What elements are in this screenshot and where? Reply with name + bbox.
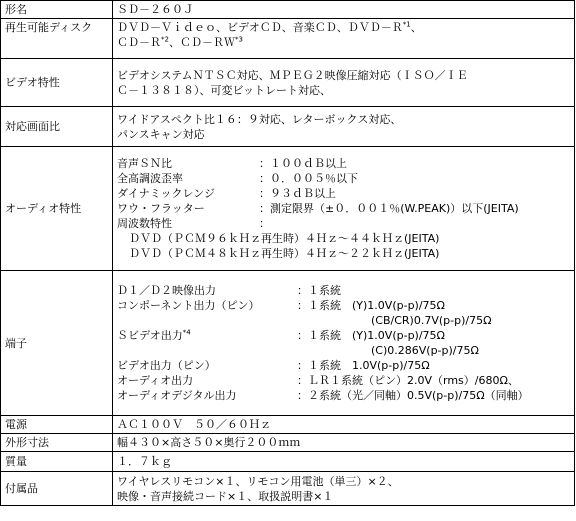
- spec-value: [113, 147, 575, 271]
- spec-value-line: [117, 186, 570, 201]
- spec-value: [113, 271, 575, 416]
- spec-key-value: ：: [259, 217, 270, 230]
- spec-value: [113, 59, 575, 107]
- spec-value-line: (C)0.286V(p-p)/75Ω: [371, 344, 479, 357]
- spec-label: ビデオ特性: [1, 59, 113, 107]
- spec-value: [113, 1, 575, 19]
- spec-label: 質量: [1, 452, 113, 472]
- spec-label: 端子: [1, 271, 113, 416]
- spec-key: 音声ＳＮ比: [117, 157, 172, 170]
- spec-value: [113, 434, 575, 452]
- spec-value-line: [117, 328, 570, 343]
- spec-key-value: ：１００ｄＢ以上: [259, 157, 347, 170]
- footnote-marker: *3: [234, 35, 243, 44]
- spec-key: オーディオ出力: [117, 374, 194, 387]
- footnote-marker: *2: [161, 35, 169, 44]
- spec-key-value: ：ＬＲ１系統（ピン）2.0V（rms）/680Ω、: [297, 374, 519, 387]
- footnote-marker: *4: [182, 328, 191, 337]
- spec-value-line: ワイドアスペクト比１６：９対応、レターボックス対応、: [117, 112, 402, 126]
- spec-row: [1, 271, 575, 416]
- spec-value-line: [117, 201, 570, 216]
- spec-value-line: [117, 373, 570, 388]
- spec-key: Ｓビデオ出力$^{*4}$: [117, 328, 191, 342]
- spec-key: コンポーネント出力（ピン）: [117, 299, 260, 312]
- spec-key-value: ：９３ｄＢ以上: [259, 187, 336, 200]
- spec-label: 再生可能ディスク: [1, 19, 113, 59]
- spec-row: [1, 452, 575, 472]
- spec-label: オーディオ特性: [1, 147, 113, 271]
- spec-value-line: (CB/CR)0.7V(p-p)/75Ω: [371, 314, 492, 327]
- spec-value-line: １．７ｋｇ: [117, 455, 172, 468]
- spec-value-line: Ｃ－１３８１８）、可変ビットレート対応、: [117, 83, 332, 97]
- spec-key-value: ：０．００５％以下: [259, 172, 358, 185]
- spec-row: [1, 472, 575, 506]
- spec-value-line: ＣＤ－Ｒ$^{*2}$、ＣＤ－ＲＷ$^{*3}$: [117, 35, 243, 49]
- spec-label: 電源: [1, 416, 113, 434]
- spec-row: [1, 19, 575, 59]
- spec-value-line: [117, 358, 570, 373]
- spec-label: 対応画面比: [1, 107, 113, 147]
- spec-key: 全高調波歪率: [117, 172, 183, 185]
- spec-row: [1, 147, 575, 271]
- spec-value-line: ＤＶＤ－Ｖｉｄｅｏ、ビデオＣＤ、音楽ＣＤ、ＤＶＤ－Ｒ$^{*1}$、: [117, 20, 422, 34]
- spec-key: オーディオデジタル出力: [117, 389, 237, 402]
- spec-value-line: [117, 216, 570, 231]
- spec-value-line: 幅４３０×高さ５０×奥行２００ｍｍ: [117, 436, 301, 449]
- spec-value-line: 映像・音声接続コード×１、取扱説明書×１: [117, 489, 334, 503]
- spec-value: [113, 452, 575, 472]
- spec-value-line: [117, 171, 570, 186]
- spec-value: [113, 107, 575, 147]
- spec-key-value: ：１系統 (Y)1.0V(p-p)/75Ω: [297, 299, 445, 312]
- spec-value-line: ワイヤレスリモコン×１、リモコン用電池（単三）×２、: [117, 474, 399, 488]
- spec-row: [1, 59, 575, 107]
- spec-value-line: [117, 283, 570, 298]
- spec-key-value: ：２系統（光／同軸）0.5V(p-p)/75Ω（同軸）: [297, 389, 529, 402]
- spec-key-value: ：１系統 (Y)1.0V(p-p)/75Ω: [297, 329, 445, 342]
- spec-row: [1, 416, 575, 434]
- spec-label: 外形寸法: [1, 434, 113, 452]
- spec-value-line: ＳＤ－２６０Ｊ: [117, 3, 194, 16]
- spec-row: [1, 107, 575, 147]
- spec-value-line: ビデオシステムＮＴＳＣ対応、ＭＰＥＧ２映像圧縮対応（ＩＳＯ／ＩＥ: [117, 68, 468, 82]
- footnote-marker: *1: [402, 20, 411, 29]
- spec-row: [1, 434, 575, 452]
- spec-row: [1, 1, 575, 19]
- spec-key-value: ：１系統: [297, 284, 341, 297]
- spec-value-line: ＤＶＤ（ＰＣＭ９６ｋＨｚ再生時）４Ｈｚ～４４ｋＨｚ(JEITA): [129, 232, 440, 245]
- spec-key: Ｄ１／Ｄ２映像出力: [117, 284, 216, 297]
- spec-label: 付属品: [1, 472, 113, 506]
- spec-key: ダイナミックレンジ: [117, 187, 216, 200]
- spec-value-line: ＤＶＤ（ＰＣＭ４８ｋＨｚ再生時）４Ｈｚ～２２ｋＨｚ(JEITA): [129, 247, 440, 260]
- spec-value-line: [117, 388, 570, 403]
- spec-key: 周波数特性: [117, 217, 172, 230]
- spec-value: [113, 416, 575, 434]
- spec-key-value: ：１系統 1.0V(p-p)/75Ω: [297, 359, 430, 372]
- spec-key: ビデオ出力（ピン）: [117, 359, 216, 372]
- spec-value-line: [117, 298, 570, 313]
- spec-key: ワウ・フラッター: [117, 202, 205, 215]
- spec-label: 形名: [1, 1, 113, 19]
- spec-key-value: ：測定限界（±０．００１％(W.PEAK)）以下(JEITA): [259, 202, 519, 215]
- spec-value-line: ＡＣ１００Ｖ ５０／６０Ｈｚ: [117, 418, 271, 431]
- spec-value-line: [117, 156, 570, 171]
- spec-value-line: パンスキャン対応: [117, 127, 205, 141]
- spec-value: [113, 472, 575, 506]
- spec-value: [113, 19, 575, 59]
